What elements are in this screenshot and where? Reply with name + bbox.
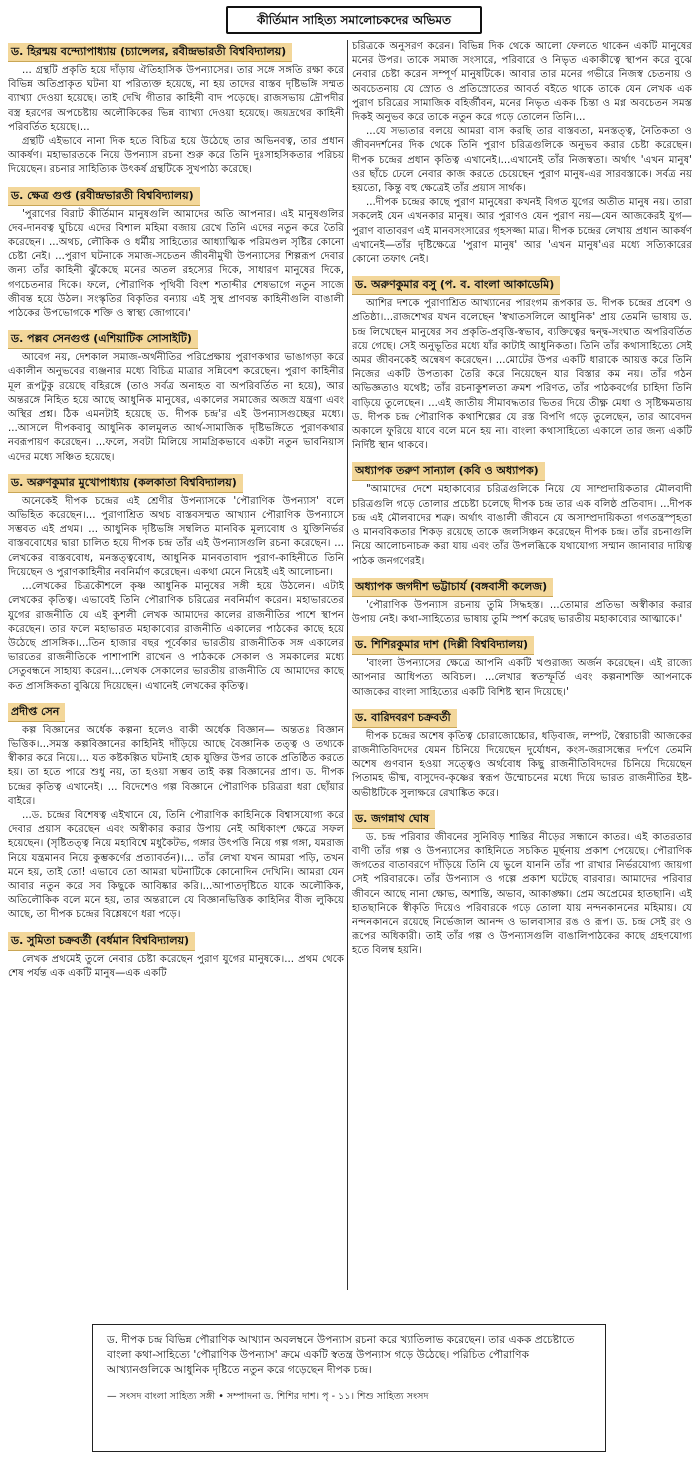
opinion-section	[8, 40, 344, 178]
opinion-paragraph: 'পুরাণের বিরাট কীর্তিমান মানুষগুলি আমাদের অতি আপনার। এই মানুষগুলির দেব-দানবত্ব ঘুচিয়ে এদের বিশাল মহিমা বজায় রেখে তিনি এদের নতুন করে তৈরি করেছেন। ...অথচ, লৌকিক ও ধর্মীয় সাহিত্যের আধ্যাত্মিক পরিমণ্ডল সৃষ্টির কোনো চেষ্টা নেই। ...পুরাণ ঘটনাকে সমাজ-সচেতন জীবনীমুখী উপন্যাসের শিল্পরূপ দেবার জন্য তাঁর কাহিনী ঝুঁকেছে মনের অতল রহস্যের দিকে, সাধারণ মানুষের দিকে, গণচেতনার দিকে। ফলে, পৌরাণিক পৃথিবী বিংশ শতাব্দীর শেষভাগে নতুন সাজে জীবন্ত হয়ে উঠল। সংস্কৃতির বিকৃতির বন্যায় এই সুস্থ প্রাণবন্ত কাহিনীগুলি বাঙালী পাঠকের উপভোগকে শক্তি ও স্বাস্থ্য জোগাবে।'	[8, 208, 344, 320]
opinion-section	[8, 327, 344, 465]
critic-heading: ড. অরুণকুমার বসু (প. ব. বাংলা আকাডেমি)	[352, 276, 560, 295]
left-column	[8, 40, 344, 1296]
critic-heading: ড. অরুণকুমার মুখোপাধ্যায় (কলকাতা বিশ্ববিদ্যালয়)	[8, 474, 243, 493]
opinion-section	[352, 273, 692, 453]
opinion-section	[352, 633, 692, 700]
footer-citation: — সংসদ বাংলা সাহিত্য সঙ্গী • সম্পাদনা ড. শিশির দাশ। পৃ - ১১। শিশু সাহিত্য সংসদ	[107, 1391, 429, 1402]
critic-heading: ড. জগন্নাথ ঘোষ	[352, 810, 435, 829]
footer-quote-text: ড. দীপক চন্দ্র বিভিন্ন পৌরাণিক আখ্যান অবলম্বনে উপন্যাস রচনা করে খ্যাতিলাভ করেছেন। তার একক প্রচেষ্টাতে বাংলা কথা-সাহিত্যে 'পৌরাণিক উপন্যাস' ক্রমে একটি স্বতন্ত্র উপন্যাস গড়ে উঠেছে। পরিচিত পৌরাণিক আখ্যানগুলিকে আধুনিক দৃষ্টিতে নতুন করে গড়েছেন দীপক চন্দ্র।	[107, 1334, 575, 1376]
column-divider	[347, 40, 348, 1290]
opinion-paragraph: ড. চন্দ্র পরিবার জীবনের সুনিবিড় শান্তির নীড়ের সন্ধানে কাতর। এই কাতরতার বাণী তাঁর গল্প ও উপন্যাসের কাহিনিতে সচকিত মূর্ছনায় প্রকাশ পেয়েছে। পৌরাণিক জগতের বাতাবরণে দাঁড়িয়ে তিনি যে ভুলে যাননি তাঁর পা রাখার নির্ভরযোগ্য জায়গা সেই পরিবারকে। তাঁর উপন্যাস ও গল্পে প্রকাশ ঘটেছে বারবার। আমাদের পরিবার জীবনে আছে নানা ক্ষোভ, অশান্তি, অভাব, আকাঙ্ক্ষা। প্রেম অপ্রেমের হাতছানি। এই হাতছানিকে স্বীকৃতি দিয়েও পরিবারকে গড়ে তোলা যায় নন্দনকাননের মহিমায়। যে নন্দনকাননে রয়েছে নির্ভেজাল আনন্দ ও ভালবাসার রঙ ও রূপ। ড. চন্দ্র সেই রং ও রূপের অধিকারী। তাই তাঁর গল্প ও উপন্যাসগুলি বাঙালিপাঠকের কাছে গ্রহণযোগ্য হতে বিলম্ব হয়নি।	[352, 831, 692, 957]
critic-heading: ড. হিরন্ময় বন্দ্যোপাধ্যায় (চ্যান্সেলর, রবীন্দ্রভারতী বিশ্ববিদ্যালয়)	[8, 43, 292, 62]
page-title: কীর্তিমান সাহিত্য সমালোচকদের অভিমত	[226, 6, 482, 34]
opinion-paragraph: ...ড. চন্দ্রের বিশেষত্ব এইখানে যে, তিনি পৌরাণিক কাহিনিকে বিশ্বাসযোগ্য করে দেবার প্রয়াস করেছেন এবং অস্বীকার করার উপায় নেই অধিকাংশ ক্ষেত্রে সফল হয়েছেন। (সৃষ্টিতত্ত্ব নিয়ে মহাবিশ্বে মধুকৈটভ, গঙ্গার উৎপত্তি নিয়ে গল্প গঙ্গা, যমরাজ নিয়ে যন্ত্রমানব নিয়ে কুম্ভকর্ণের প্রত্যাবর্তন)।... তাঁর লেখা যখন আমরা পড়ি, তখন মনে হয়, তাই তো! এভাবে তো আমরা ঘটনাটিকে কোনোদিন দেখিনি। আমরা যেন আবার নতুন করে সব কিছুকে আবিষ্কার করি।...আপাতদৃষ্টিতে যাকে অলৌকিক, অতিলৌকিক বলে মনে হয়, তার অন্তরালে যে বিজ্ঞানভিত্তিক কাহিনির বীজ লুকিয়ে আছে, তা দীপক চন্দ্রের বিশ্লেষণে ধরা পড়ে।	[8, 809, 344, 921]
opinion-section	[352, 459, 692, 568]
critic-heading: ড. সুমিতা চক্রবর্তী (বর্ধমান বিশ্ববিদ্যালয়)	[8, 932, 195, 951]
critic-heading: ড. বারিদবরণ চক্রবর্তী	[352, 709, 457, 728]
opinion-paragraph: ...লেখকের চিত্রকৌশলে কৃষ্ণ আধুনিক মানুষের সঙ্গী হয়ে উঠলেন। এটাই লেখকের কৃতিত্ব। এভাবেই তিনি পৌরাণিক চরিত্রের নবনির্মাণ করেন। মহাভারতের যুগের রাজনীতি যে এই কুশলী লেখক আমাদের কালের রাজনীতির পাশে স্থাপন করেছেন। তার ফলে মহাভারত মহাকাব্যের রাজনীতি একালের পাঠকের কাছে হয়ে উঠেছে প্রাসঙ্গিক।...তিন হাজার বছর পূর্বেকার ভারতীয় রাজনীতিক সঙ্গ একালের ভারতের রাজনীতিকে পাশাপাশি রাখেন ও পাঠককে সেকাল ও সমকালের মধ্যে সেতুবন্ধনে সাহায্য করেন।...লেখক সেকালের ভারতীয় রাজনীতি যে আমাদের কাছে কত প্রাসঙ্গিকতা বুঝিয়ে দিয়েছেন। এখানেই লেখকের কৃতিত্ব।	[8, 581, 344, 692]
opinion-section	[8, 184, 344, 322]
opinion-paragraph: গ্রন্থটি এইভাবে নানা দিক হতে বিচিত্র হয়ে উঠেছে তার অভিনবত্ব, তার প্রধান আকর্ষণ। মহাভারতকে নিয়ে উপন্যাস রচনা শুরু করে তিনি দুঃসাহসিকতার পরিচয় দিয়েছেন। রচনার সাহিত্যিক উৎকর্ষ গ্রন্থটিকে সুখপাঠ্য করেছে।	[8, 136, 344, 176]
opinion-paragraph: ... গ্রন্থটি প্রকৃতি হয়ে দাঁড়ায় ঐতিহাসিক উপন্যাসের। তার সঙ্গে সঙ্গতি রক্ষা করে বিভিন্ন অতিপ্রাকৃত ঘটনা যা পরিত্যক্ত হয়েছে, না হয় তাদের বাস্তব দৃষ্টিভঙ্গি সম্মত ব্যাখ্যা দেওয়া হয়েছে। তাই দেখি গীতার কাহিনী বাদ পড়েছে। রাজসভায় দ্রৌপদীর বস্ত্র হরণের অপচেষ্টায় অলৌকিকের ভিন্ন ব্যাখ্যা দেওয়া হয়েছে। জয়দ্রথের কাহিনী পরিবর্তিত হয়েছে।...	[8, 65, 344, 133]
opinion-paragraph: আশির দশকে পুরাণাশ্রিত আখ্যানের পারংগম রূপকার ড. দীপক চন্দ্রের প্রবেশ ও প্রতিষ্ঠা।...রাজশেখর যখন বলেছেন 'স্বখাতসলিলে আধুনিক' প্রায় তেমনি ভাষায় ড. চন্দ্র লিখেছেন মানুষের সব প্রকৃতি-প্রবৃত্তি-স্বভাব, ব্যক্তিত্বের দ্বন্দ্ব-সংঘাত অপরিবর্তিত রয়ে গেছে। সেই অনুভূতির মধ্যে যাঁর কাটাই আধুনিকতা। তিনি তাঁর কথাসাহিত্যে সেই অমর জীবনকেই অন্বেষণ করেছেন। ...মোটের উপর একটি ধারাকে আয়ত্ত করে তিনি নিজের একটি উপত্যকা তৈরি করে নিয়েছেন যার বিস্তার কম নয়। তাঁর গঠন অভিজ্ঞতাও যথেষ্ট; তাঁর রচনাকুশলতা ক্রমশ পরিণত, তাঁর পাঠকবর্গের চাহিদা তিনি বাড়িয়ে তুলেছেন। ...এই জাতীয় সীমাবদ্ধতার ভিতর দিয়ে তীক্ষ্ণ মেধা ও সৃষ্টিক্ষমতায় ড. দীপক চন্দ্র পৌরাণিক কথাশিল্পের যে রস্ত বিপণি গড়ে তুলেছেন, তার আবেদন অকালে ফুরিয়ে যাবে বলে মনে হয় না। বাংলা কথাসাহিত্যে একালে তার জন্য একটি নির্দিষ্ট স্থান থাকবে।	[352, 298, 692, 452]
opinion-paragraph: আবেগ নয়, দেশকাল সমাজ-অর্থনীতির পরিপ্রেক্ষায় পুরাণকথার ভাঙাগড়া করে একালীন অনুভবের ব্যঞ্জনার মধ্যে বিচিত্র মাত্রার সন্নিবেশ করেছেন। পুরাণ কাহিনীর মূল রূপটুকু রয়েছে বহিরঙ্গে (তাও সর্বত্র অনাহত বা অপরিবর্তিত না হয়ে), আর অন্তরঙ্গে নিহিত হয়ে আছে আধুনিক মানুষের, একালের সমাজের অজস্র যন্ত্রণা এবং অস্থির প্রশ্ন। ঠিক এমনটাই হয়েছে ড. দীপক চন্দ্র'র এই উপন্যাসগুচ্ছের মধ্যে। ...আসলে দীপকবাবু আধুনিক কালমুলত আর্থ-সামাজিক দৃষ্টিভঙ্গিতে পুরাণকথার নবরূপায়ণ করেছেন। ...ফলে, সবটা মিলিয়ে সামগ্রিকভাবে একটা নতুন ভাবনিয়াস এদের মধ্যে সঞ্চিত হয়েছে।	[8, 352, 344, 463]
critic-heading: ড. ক্ষেত্র গুপ্ত (রবীন্দ্রভারতী বিশ্ববিদ্যালয়)	[8, 187, 200, 206]
critic-heading: অধ্যাপক জগদীশ ভট্টাচার্য (বঙ্গবাসী কলেজ)	[352, 578, 553, 597]
opinion-section	[8, 700, 344, 923]
opinion-section	[352, 40, 692, 267]
opinion-paragraph: 'বাংলা উপন্যাসের ক্ষেত্রে আপনি একটি খণ্ডরাজ্য অর্জন করেছেন। এই রাজ্যে আপনার আধিপত্য অবিচল। ...লেখার স্বতস্ফূর্তি এবং কল্পনাশক্তি আপনাকে আজকের বাংলা সাহিত্যের একটি বিশিষ্ট স্থান দিয়েছে।'	[352, 658, 692, 698]
opinion-section	[8, 471, 344, 694]
opinion-paragraph: ...যে সভ্যতার বলয়ে আমরা বাস করছি তার বাস্তবতা, মনস্তত্ত্ব, নৈতিকতা ও জীবনদর্শনের দিক থেকে তিনি পুরাণ চরিত্রগুলিকে অনুভব করার চেষ্টা করেছেন। দীপক চন্দ্রের প্রধান কৃতিত্ব এখানেই।...এখানেই তাঁর নিজস্বতা। অর্থাৎ 'এখন মানুষ' ওর ছাঁচে ঢেলে নেবার কাজ করতে চেয়েছেন পুরাণ মানুষ-এর সারবস্তাকে। সর্বত্র নয় হয়তো, কিন্তু বহু ক্ষেত্রেই তাঁর প্রয়াস সার্থক।	[352, 126, 692, 195]
opinion-paragraph: ...দীপক চন্দ্রের কাছে পুরাণ মানুষেরা কখনই বিগত যুগের অতীত মানুষ নয়। তারা সকলেই যেন এখনকার মানুষ। আর পুরাণও যেন পুরাণ নয়—যেন আজকেরই যুগ—পুরাণ বাতাবরণ এই মানবসংসারের গৃহসজ্জা মাত্র। দীপক চন্দ্রের লেখায় প্রধান আকর্ষণ এখানেই—তাঁর দৃষ্টিক্ষেত্রে 'পুরাণ মানুষ' আর 'এখন মানুষ'এর মধ্যে সত্যিকারের কোনো তফাৎ নেই।	[352, 197, 692, 266]
opinion-paragraph: 'পৌরাণিক উপন্যাস রচনায় তুমি সিদ্ধহস্ত। ...তোমার প্রতিভা অস্বীকার করার উপায় নেই। কথা-সাহিত্যের ভাষায় তুমি স্পর্শ করেছ ভারতীয় মহাকাব্যের আত্মাকে।'	[352, 599, 692, 625]
opinion-section	[352, 575, 692, 627]
opinion-section	[8, 929, 344, 981]
opinion-paragraph: "আমাদের দেশে মহাকাব্যের চরিত্রগুলিকে নিয়ে যে সাম্প্রদায়িকতার মৌলবাদী চরিত্রগুলি গড়ে তোলার প্রচেষ্টা চলেছে দীপক চন্দ্র তার এক বলিষ্ঠ প্রতিবাদ। ...দীপক চন্দ্র এই মৌলবাদের শত্রু। অর্থাৎ বাঙালী জীবনে যে অসাম্প্রদায়িকতা গণতন্ত্রস্পৃহতা ও মানববিকতার শিকড় রয়েছে তাকে জলসিঞ্চন করেছেন দীপক চন্দ্র। তাঁর রচনাগুলি নিয়ে আলোচনাচক্র করা যায় এবং তাঁর উপলব্ধিকে যথাযোগ্য সম্মান জানাবার দায়িত্ব পাঠক জনগণেরই।	[352, 484, 692, 567]
critic-heading: প্রদীপ্ত সেন	[8, 703, 65, 722]
right-column	[352, 40, 692, 1296]
critic-heading: ড. পল্লব সেনগুপ্ত (এশিয়াটিক সোসাইটি)	[8, 330, 198, 349]
opinion-paragraph: লেখক প্রথমেই তুলে নেবার চেষ্টা করেছেন পুরাণ যুগের মানুষকে।... প্রথম থেকে শেষ পর্যন্ত এক একটি মানুষ—এক একটি	[8, 953, 344, 979]
footer-quote-box	[92, 1324, 606, 1452]
critic-heading: ড. শিশিরকুমার দাশ (দিল্লী বিশ্ববিদ্যালয়)	[352, 636, 534, 655]
opinion-paragraph: কল্প বিজ্ঞানের অর্ধেক কল্পনা হলেও বাকী অর্ধেক বিজ্ঞান— অন্ততঃ বিজ্ঞান ভিত্তিক।...সমস্ত কল্পবিজ্ঞানের কাহিনিই দাঁড়িয়ে আছে বৈজ্ঞানিক তত্ত্ব ও তথ্যকে স্বীকার করে নিয়ে।... যত কষ্টকল্পিত ঘটনাই হোক যুক্তির উপর তাকে প্রতিষ্ঠিত করতে হয়। তা হতে পারে শুধু নয়, তা হওয়া সম্ভব তাই কল্প বিজ্ঞানের প্রাণ। ড. দীপক চন্দ্রের কৃতিত্ব এখানেই। ... বিদেশেও গল্প বিজ্ঞানে পৌরাণিক চরিত্ররা ধরা ছোঁয়ার বাইরে।	[8, 724, 344, 807]
opinion-section	[352, 807, 692, 959]
opinion-paragraph: দীপক চন্দ্রের অশেষ কৃতিত্ব চোরাজোচ্চোর, ধড়িবাজ, লম্পট, স্বৈরাচারী আজকের রাজনীতিবিদদের যেমন চিনিয়ে দিয়েছেন দুর্যোধন, কংস-জরাসন্ধের দর্পণে তেমনি অশেষ গুণবান হওয়া সত্ত্বেও অর্থবোধ কিছু রাজনীতিবিদদের চিনিয়ে দিয়েছেন পিতামহ ভীষ্ম, বাসুদেব-কৃষ্ণের স্বরূপ উম্মোচনের মধ্যে দিয়ে ভারত রাজনীতির ইষ্ট-অভীষ্টটিকে সুলাক্ষরে রেখাঙ্কিত করে।	[352, 730, 692, 799]
opinion-paragraph: চরিত্রকে অনুসরণ করেন। বিভিন্ন দিক থেকে আলো ফেলতে থাকেন একটি মানুষের মনের উপর। তাকে সমাজ সংসারে, পরিবারে ও নিভৃত একাকীত্বে স্থাপন করে বুঝে নেবার চেষ্টা করেন সম্পূর্ণ মানুষটিকে। আবার তার মনের গভীরে নিজস্ব চেতনায় ও অবচেতনায় যে স্রোত ও প্রতিস্রোতের আবর্ত বইতে থাকে তাকে যেন লেখক এক পুরাণ চরিত্রের সামাজিক বহির্জীবন, মনের নিভৃত একক চিন্তা ও মগ্ন অবচেতন সমস্ত দিকই অনুভব করে তাকে নতুন করে গড়ে তোলেন তিনি।...	[352, 41, 692, 124]
critic-heading: অধ্যাপক তরুণ সান্যাল (কবি ও অধ্যাপক)	[352, 462, 545, 481]
opinion-paragraph: অনেকেই দীপক চন্দ্রের এই শ্রেণীর উপন্যাসকে 'পৌরাণিক উপন্যাস' বলে অভিহিত করেছেন।... পুরাণাশ্রিত অথচ বাস্তবসম্মত আখ্যান পৌরাণিক উপন্যাসে সম্ভবত এই প্রথম। ... আধুনিক দৃষ্টিভঙ্গি সম্বলিত মানবিক মূল্যবোধ ও যুক্তিনির্ভর বাস্তববোধের দ্বারা চালিত হয়ে দীপক চন্দ্র তাঁর এই উপন্যাসগুলি রচনা করেছেন। ... লেখকের বাস্তববোধ, মনস্তত্ত্ববোধ, আধুনিক মানবতাবাদ পুরাণ-কাহিনীতে তিনি দিয়েছেন ও পুরাণকাহিনীর নবনির্মাণ করেছেন। একথা মেনে নিয়েই এই আলোচনা।	[8, 495, 344, 578]
opinion-section	[352, 706, 692, 801]
